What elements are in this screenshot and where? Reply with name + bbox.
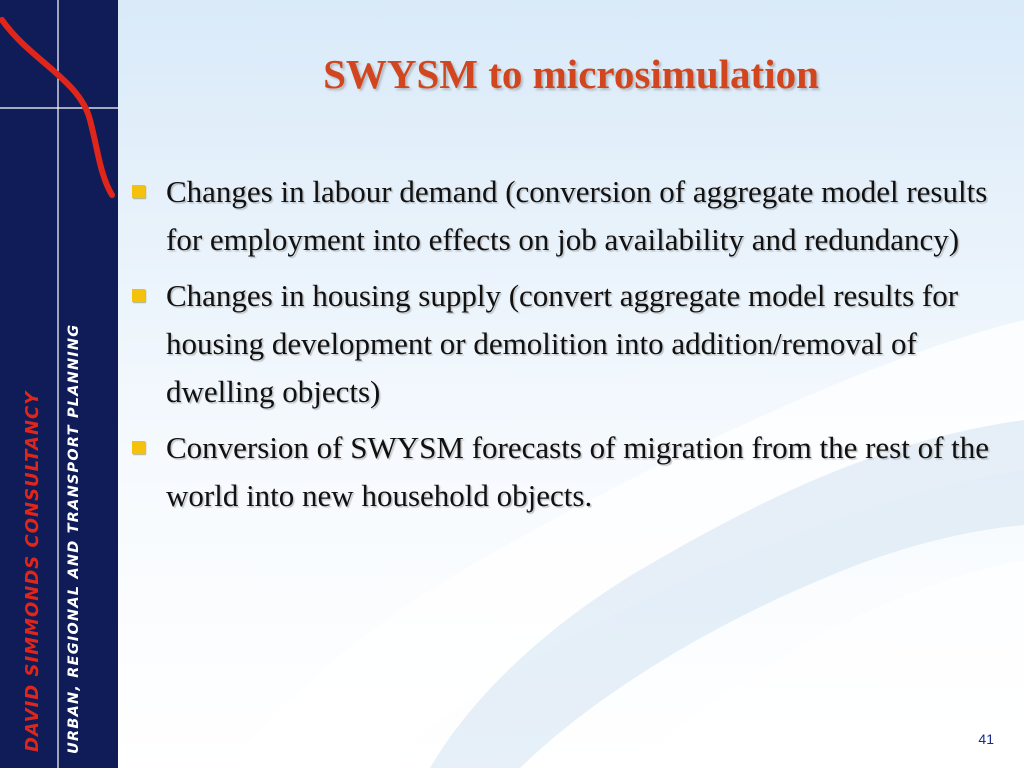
sidebar-decoration [0, 0, 118, 768]
bullet-item [130, 424, 990, 520]
square-bullet-icon [132, 441, 145, 454]
brand-tagline: URBAN, REGIONAL AND TRANSPORT PLANNING [66, 323, 82, 754]
brand-name: DAVID SIMMONDS CONSULTANCY [22, 390, 43, 752]
bullet-item [130, 272, 990, 416]
bullet-text: Changes in labour demand (conversion of aggregate model results for employment into effects on job availability and redundancy) [166, 174, 988, 257]
bullet-text: Conversion of SWYSM forecasts of migration from the rest of the world into new household objects. [166, 430, 990, 513]
slide-title: SWYSM to microsimulation [323, 51, 819, 97]
sidebar [0, 0, 118, 768]
bullet-text: Changes in housing supply (convert aggregate model results for housing development or demolition into addition/removal of dwelling objects) [166, 278, 959, 409]
square-bullet-icon [132, 185, 145, 198]
bullet-item [130, 168, 990, 264]
square-bullet-icon [132, 289, 145, 302]
page-number: 41 [978, 731, 994, 747]
bullet-list [130, 168, 990, 528]
